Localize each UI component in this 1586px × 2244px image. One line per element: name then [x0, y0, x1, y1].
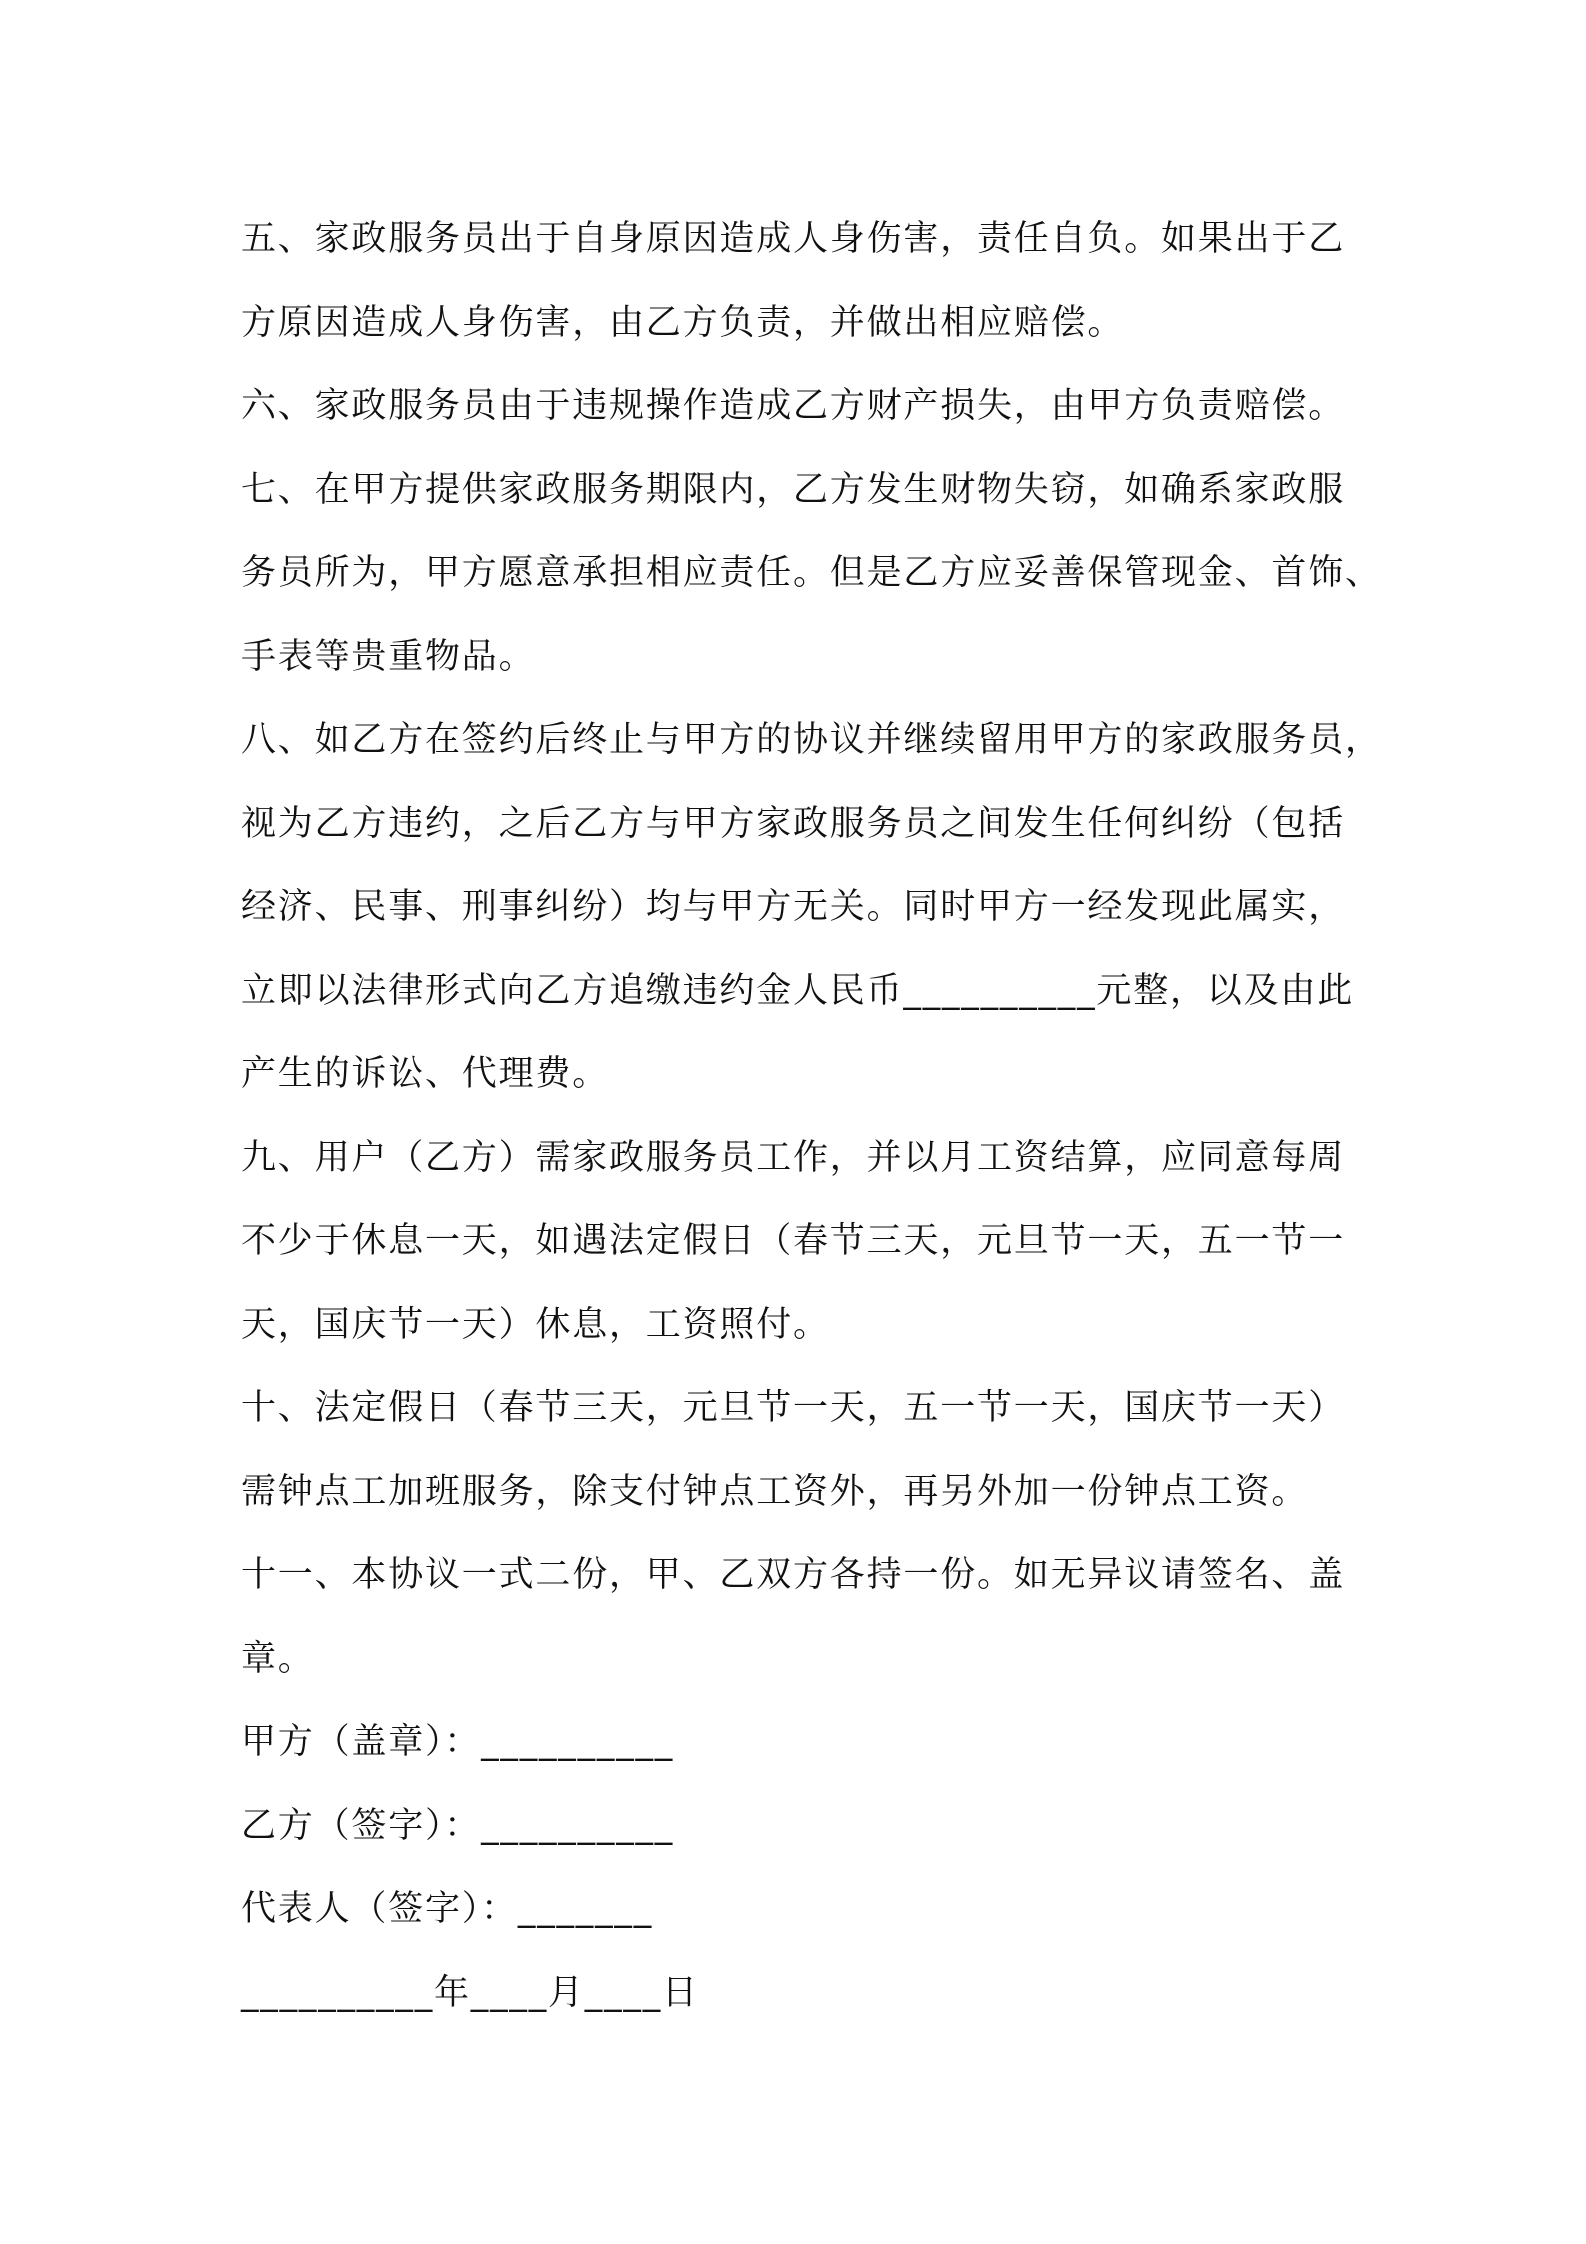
clause-10-line-1: 十、法定假日（春节三天，元旦节一天，五一节一天，国庆节一天） — [241, 1388, 1346, 1428]
clause-9-line-3: 天，国庆节一天）休息，工资照付。 — [241, 1304, 830, 1345]
clause-5-line-1: 五、家政服务员出于自身原因造成人身伤害，责任自负。如果出于乙 — [241, 219, 1346, 259]
clause-10-line-2: 需钟点工加班服务，除支付钟点工资外，再另外加一份钟点工资。 — [241, 1471, 1309, 1512]
clause-8-line-1: 八、如乙方在签约后终止与甲方的协议并继续留用甲方的家政服务员， — [241, 720, 1382, 760]
clause-7-line-2: 务员所为，甲方愿意承担相应责任。但是乙方应妥善保管现金、首饰、 — [241, 553, 1382, 593]
clause-11-line-1: 十一、本协议一式二份，甲、乙双方各持一份。如无异议请签名、盖 — [241, 1555, 1346, 1595]
document-body — [241, 198, 1382, 2035]
party-b-signature-line: 乙方（签字）：__________ — [241, 1805, 675, 1846]
clause-6-line-1: 六、家政服务员由于违规操作造成乙方财产损失，由甲方负责赔偿。 — [241, 386, 1346, 426]
clause-11-line-2: 章。 — [241, 1638, 315, 1679]
clause-5-line-2: 方原因造成人身伤害，由乙方负责，并做出相应赔偿。 — [241, 302, 1125, 343]
clause-9-line-2: 不少于休息一天，如遇法定假日（春节三天，元旦节一天，五一节一 — [241, 1221, 1346, 1261]
clause-8-line-3: 经济、民事、刑事纠纷）均与甲方无关。同时甲方一经发现此属实， — [241, 887, 1346, 927]
party-a-seal-line: 甲方（盖章）：__________ — [241, 1722, 675, 1762]
representative-signature-line: 代表人（签字）：_______ — [241, 1889, 654, 1929]
clause-8-line-2: 视为乙方违约，之后乙方与甲方家政服务员之间发生任何纠纷（包括 — [241, 803, 1346, 844]
clause-8-line-4: 立即以法律形式向乙方追缴违约金人民币__________元整，以及由此 — [241, 970, 1355, 1011]
clause-9-line-1: 九、用户（乙方）需家政服务员工作，并以月工资结算，应同意每周 — [241, 1137, 1346, 1178]
clause-8-line-5: 产生的诉讼、代理费。 — [241, 1054, 610, 1094]
clause-7-line-3: 手表等贵重物品。 — [241, 636, 536, 677]
date-line: __________年____月____日 — [241, 1972, 699, 2013]
clause-7-line-1: 七、在甲方提供家政服务期限内，乙方发生财物失窃，如确系家政服 — [241, 469, 1346, 510]
